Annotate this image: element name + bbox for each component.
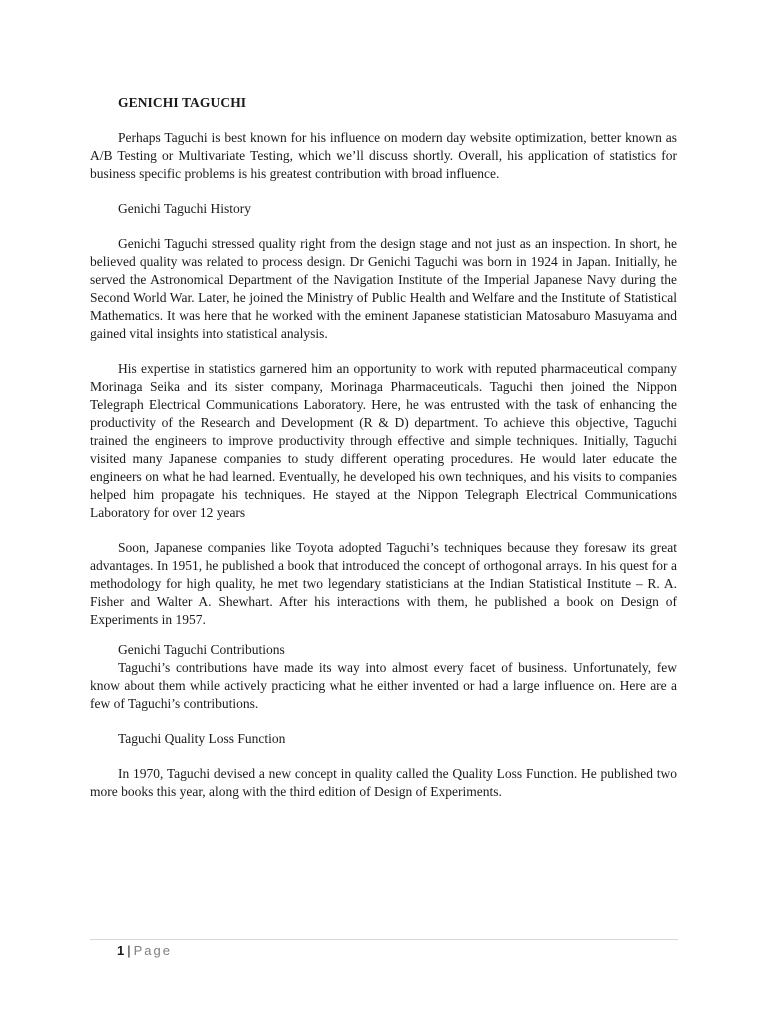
intro-paragraph: Perhaps Taguchi is best known for his influence on modern day website optimization, better known as A/B Testing or Multivariate Testing, which we’ll discuss shortly. Overall, his application of statistics for business specific problems is his greatest contribution with broad influence.	[90, 130, 677, 181]
section-heading-contributions: Genichi Taguchi Contributions	[118, 642, 285, 657]
page-footer	[117, 943, 172, 959]
history-paragraph-1: Genichi Taguchi stressed quality right from the design stage and not just as an inspection. In short, he believed quality was related to process design. Dr Genichi Taguchi was born in 1924 in Japan. Initially, he served the Astronomical Department of the Navigation Institute of the Imperial Japanese Navy during the Second World War. Later, he joined the Ministry of Public Health and Welfare and the Institute of Statistical Mathematics. It was here that he worked with the eminent Japanese statistician Matosaburo Masuyama and gained vital insights into statistical analysis.	[90, 236, 677, 341]
history-paragraph-3: Soon, Japanese companies like Toyota adopted Taguchi’s techniques because they foresaw its great advantages. In 1951, he published a book that introduced the concept of orthogonal arrays. In his quest for a methodology for high quality, he met two legendary statisticians at the Indian Statistical Institute – R. A. Fisher and Walter A. Shewhart. After his interactions with them, he published a book on Design of Experiments in 1957.	[90, 540, 677, 627]
history-paragraph-2: His expertise in statistics garnered him an opportunity to work with reputed pharmaceutical company Morinaga Seika and its sister company, Morinaga Pharmaceuticals. Taguchi then joined the Nippon Telegraph Electrical Communications Laboratory. Here, he was entrusted with the task of enhancing the productivity of the Research and Development (R & D) department. To achieve this objective, Taguchi trained the engineers to improve productivity through effective and simple techniques. Initially, Taguchi visited many Japanese companies to study different operating procedures. He would later educate the engineers on what he had learned. Eventually, he developed his own techniques, and his visits to companies helped him propagate his techniques. He stayed at the Nippon Telegraph Electrical Communications Laboratory for over 12 years	[90, 361, 677, 520]
document-body	[90, 94, 677, 801]
quality-loss-paragraph: In 1970, Taguchi devised a new concept in quality called the Quality Loss Function. He published two more books this year, along with the third edition of Design of Experiments.	[90, 766, 677, 799]
page-number: 1	[117, 943, 125, 958]
footer-separator: |	[127, 943, 131, 958]
section-heading-quality-loss: Taguchi Quality Loss Function	[118, 731, 286, 746]
document-title: GENICHI TAGUCHI	[118, 95, 247, 110]
contributions-paragraph: Taguchi’s contributions have made its way into almost every facet of business. Unfortunately, few know about them while actively practicing what he either invented or had a large influence on. Here are a few of Taguchi’s contributions.	[90, 660, 677, 711]
footer-divider	[90, 939, 678, 940]
section-heading-history: Genichi Taguchi History	[118, 201, 252, 216]
page-label: Page	[133, 943, 172, 958]
